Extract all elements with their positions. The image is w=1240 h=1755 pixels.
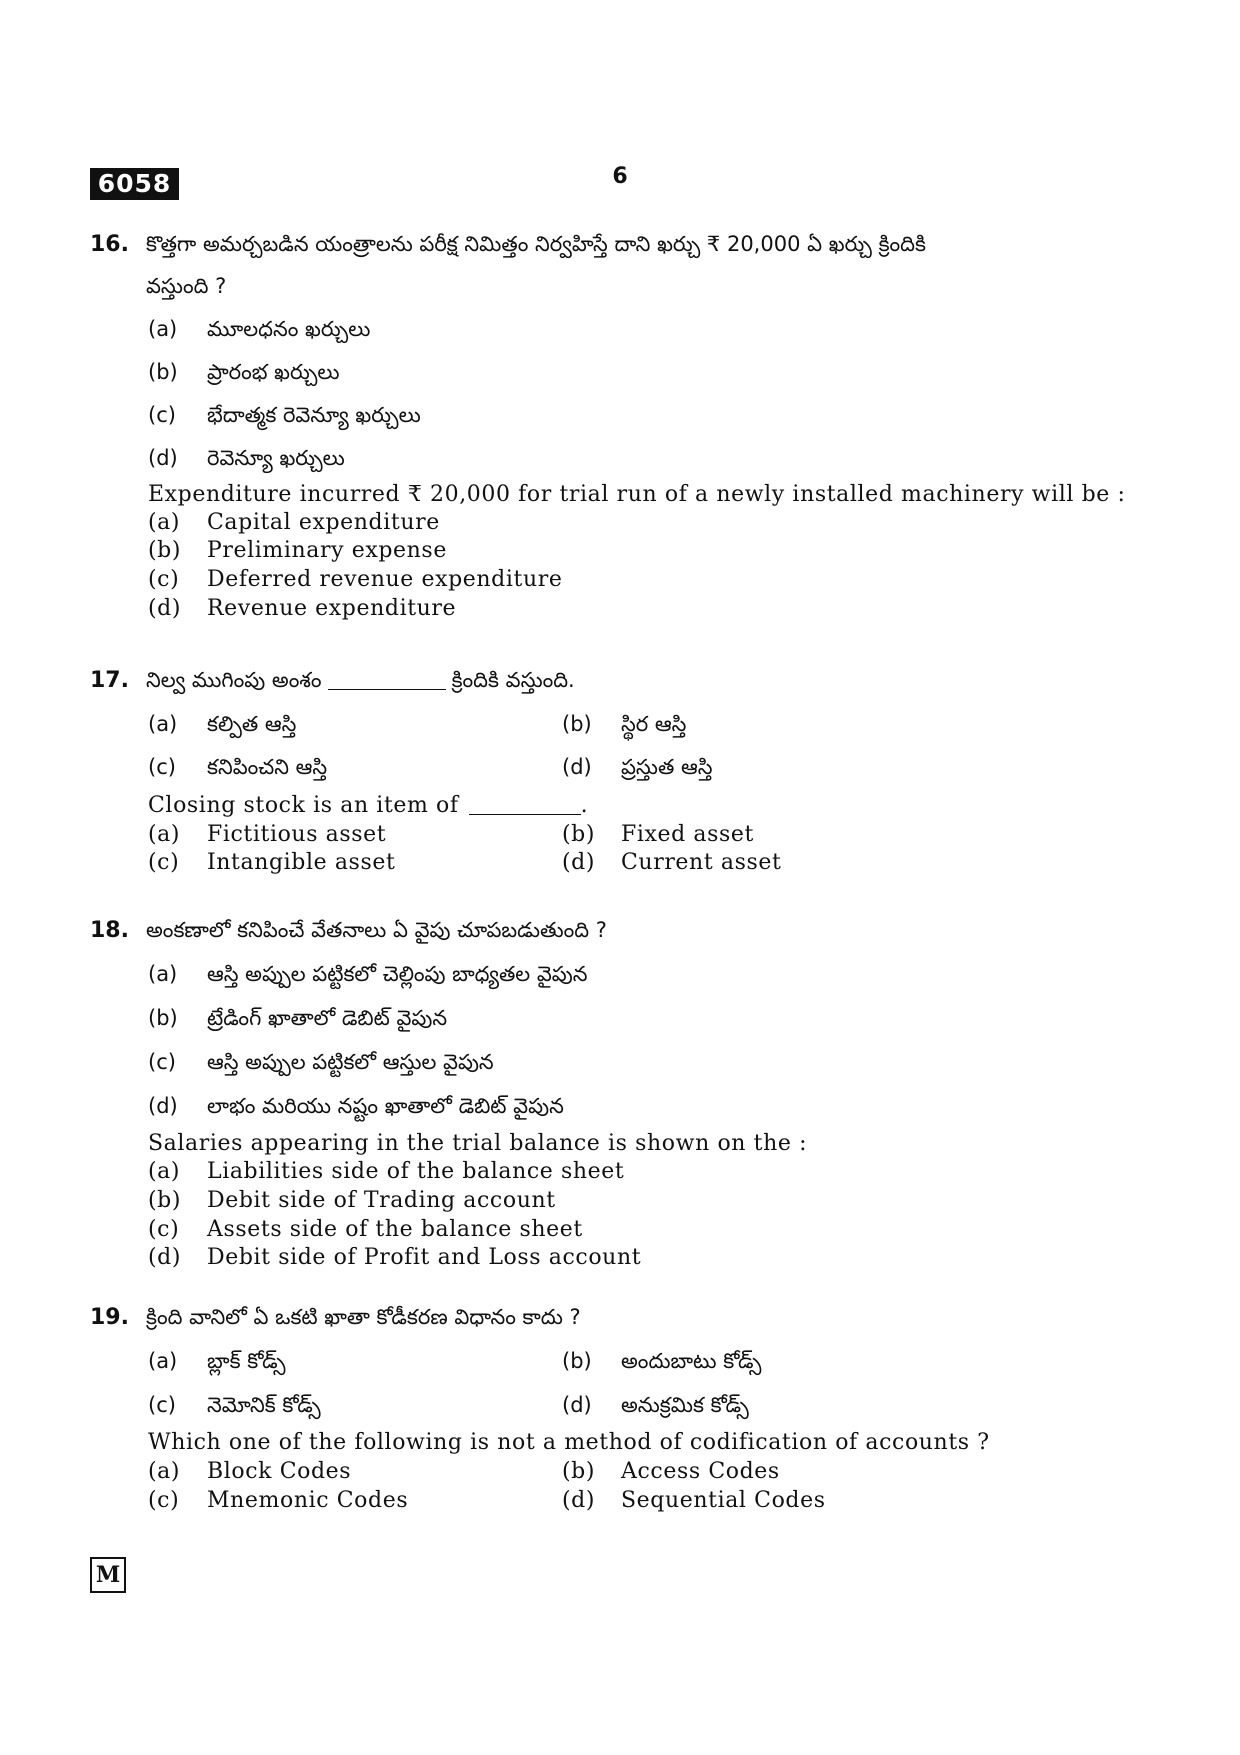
option-text: భేదాత్మక రెవెన్యూ ఖర్చులు: [207, 403, 421, 427]
question-text-part: క్రిందికి వస్తుంది.: [451, 668, 575, 692]
option-text: Deferred revenue expenditure: [207, 567, 563, 592]
option-text: Capital expenditure: [207, 510, 440, 535]
option-text: అనుక్రమిక కోడ్స్: [621, 1393, 749, 1417]
option-text: Access Codes: [621, 1459, 780, 1484]
option-text: ప్రారంభ ఖర్చులు: [207, 360, 340, 384]
question-number: 18.: [90, 918, 129, 943]
question-text-part: నిల్వ ముగింపు అంశం: [146, 668, 322, 692]
question-text-english: [148, 793, 588, 818]
option-label: (d): [148, 1094, 178, 1118]
question-text-english: Salaries appearing in the trial balance is shown on the :: [148, 1131, 808, 1156]
option-label: (c): [148, 1217, 180, 1242]
footer-mark: M: [90, 1557, 126, 1593]
option-label: (d): [562, 1393, 592, 1417]
option-label: (c): [148, 1393, 176, 1417]
paper-code-badge: 6058: [90, 168, 179, 200]
option-label: (c): [148, 403, 176, 427]
question-text-telugu: కొత్తగా అమర్చబడిన యంత్రాలను పరీక్ష నిమిత్తం నిర్వహిస్తే దాని ఖర్చు ₹ 20,000 ఏ ఖర్చు క్రిందికి: [146, 232, 926, 256]
option-label: (a): [148, 712, 178, 736]
option-label: (c): [148, 1488, 180, 1513]
option-label: (b): [562, 1459, 596, 1484]
question-number: 19.: [90, 1305, 129, 1330]
question-text-english: Expenditure incurred ₹ 20,000 for trial run of a newly installed machinery will be :: [148, 482, 1126, 507]
option-label: (c): [148, 755, 176, 779]
fill-in-blank: [469, 813, 581, 815]
option-text: Block Codes: [207, 1459, 352, 1484]
option-label: (a): [148, 1349, 178, 1373]
option-text: ఆస్తి అప్పుల పట్టికలో చెల్లింపు బాధ్యతల వైపున: [207, 962, 588, 986]
option-text: బ్లాక్ కోడ్స్: [207, 1349, 286, 1373]
option-text: Fictitious asset: [207, 822, 387, 847]
option-label: (d): [148, 1245, 182, 1270]
question-text-telugu-cont: వస్తుంది ?: [146, 274, 227, 298]
option-text: Current asset: [621, 850, 782, 875]
option-label: (d): [148, 596, 182, 621]
option-text: Fixed asset: [621, 822, 754, 847]
option-text: Preliminary expense: [207, 538, 447, 563]
option-text: కనిపించని ఆస్తి: [207, 755, 328, 779]
option-text: రెవెన్యూ ఖర్చులు: [207, 446, 345, 470]
option-text: కల్పిత ఆస్తి: [207, 712, 297, 736]
option-text: నెమోనిక్ కోడ్స్: [207, 1393, 321, 1417]
option-label: (c): [148, 567, 180, 592]
option-label: (b): [148, 1188, 182, 1213]
option-label: (b): [562, 712, 592, 736]
option-label: (b): [148, 1006, 178, 1030]
question-text-english: Which one of the following is not a method of codification of accounts ?: [148, 1430, 990, 1455]
option-label: (d): [562, 755, 592, 779]
option-label: (d): [562, 850, 596, 875]
option-text: Mnemonic Codes: [207, 1488, 409, 1513]
option-label: (d): [562, 1488, 596, 1513]
question-number: 17.: [90, 668, 129, 693]
option-label: (a): [148, 510, 181, 535]
option-text: Sequential Codes: [621, 1488, 826, 1513]
option-label: (b): [148, 538, 182, 563]
page-number: 6: [612, 164, 628, 189]
option-label: (a): [148, 317, 178, 341]
option-text: లాభం మరియు నష్టం ఖాతాలో డెబిట్ వైపున: [207, 1094, 564, 1118]
question-text-telugu: అంకణాలో కనిపించే వేతనాలు ఏ వైపు చూపబడుతుంది ?: [146, 918, 607, 942]
option-text: ఆస్తి అప్పుల పట్టికలో ఆస్తుల వైపున: [207, 1050, 494, 1074]
option-text: Intangible asset: [207, 850, 396, 875]
option-text: మూలధనం ఖర్చులు: [207, 317, 371, 341]
option-label: (a): [148, 962, 178, 986]
option-label: (b): [148, 360, 178, 384]
option-label: (b): [562, 1349, 592, 1373]
option-label: (c): [148, 1050, 176, 1074]
option-label: (b): [562, 822, 596, 847]
option-label: (d): [148, 446, 178, 470]
option-label: (a): [148, 1159, 181, 1184]
option-text: Revenue expenditure: [207, 596, 457, 621]
option-label: (a): [148, 1459, 181, 1484]
option-label: (c): [148, 850, 180, 875]
option-text: స్థిర ఆస్తి: [621, 712, 687, 736]
option-label: (a): [148, 822, 181, 847]
option-text: అందుబాటు కోడ్స్: [621, 1349, 762, 1373]
option-text: Debit side of Profit and Loss account: [207, 1245, 642, 1270]
option-text: ట్రేడింగ్ ఖాతాలో డెబిట్ వైపున: [207, 1006, 448, 1030]
question-text-part: Closing stock is an item of: [148, 793, 459, 818]
question-number: 16.: [90, 232, 129, 257]
option-text: ప్రస్తుత ఆస్తి: [621, 755, 713, 779]
question-text-part: .: [580, 793, 589, 818]
question-text-telugu: [146, 668, 575, 698]
option-text: Liabilities side of the balance sheet: [207, 1159, 625, 1184]
fill-in-blank: [328, 688, 446, 690]
option-text: Assets side of the balance sheet: [207, 1217, 583, 1242]
question-text-telugu: క్రింది వానిలో ఏ ఒకటి ఖాతా కోడీకరణ విధానం కాదు ?: [146, 1305, 581, 1329]
option-text: Debit side of Trading account: [207, 1188, 556, 1213]
